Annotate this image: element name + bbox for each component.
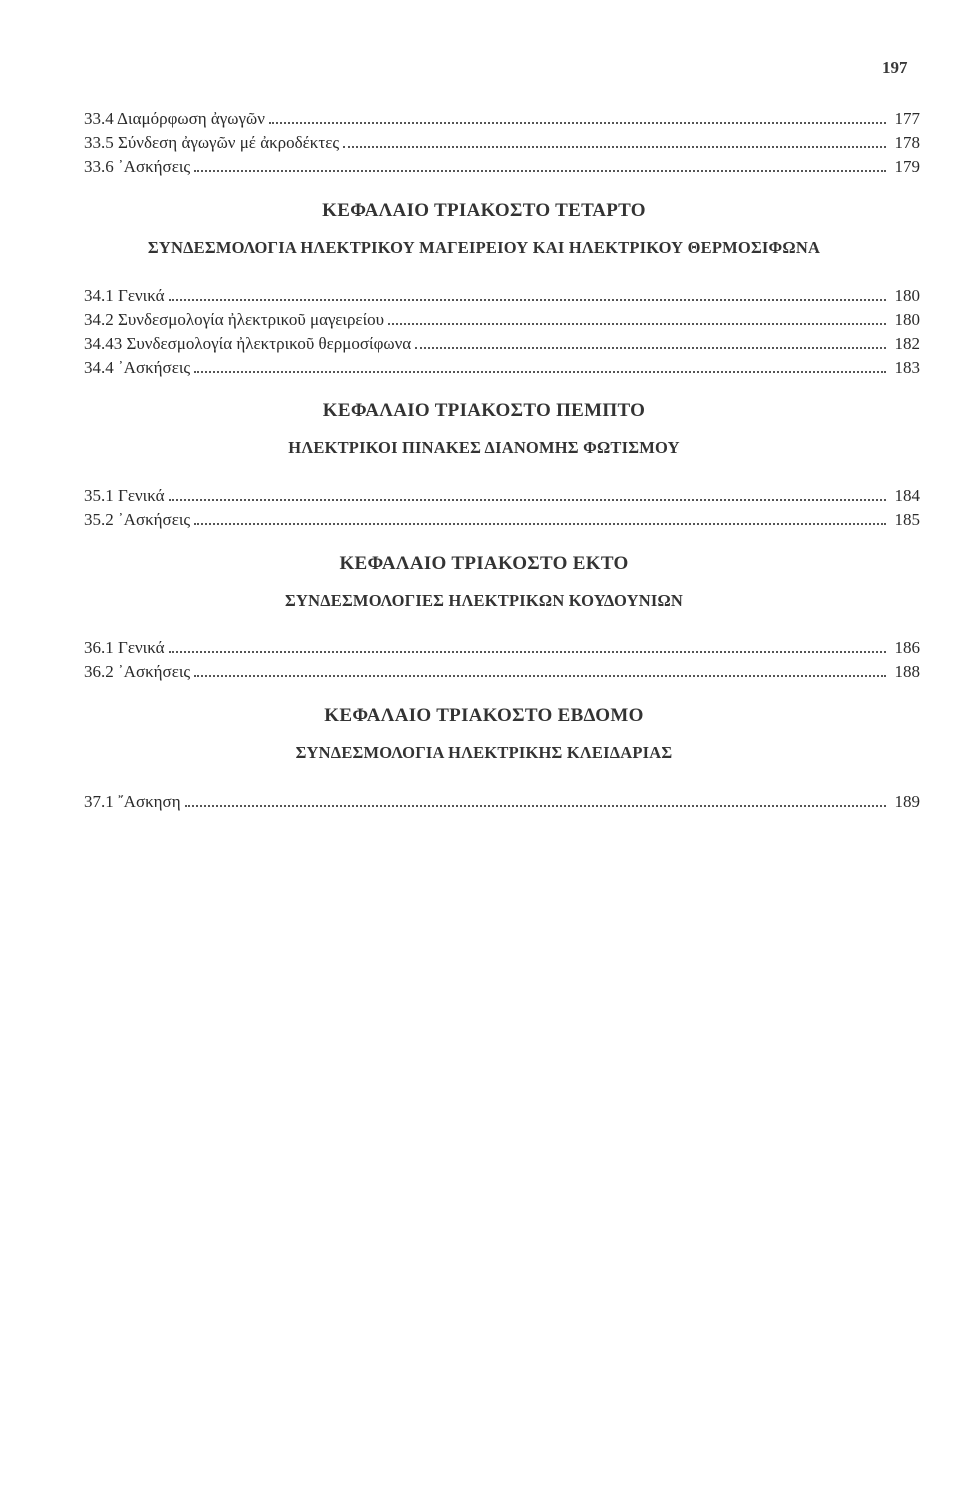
entry-label: 34.43 Συνδεσμολογία ἠλεκτρικοῦ θερμοσίφωνα (84, 334, 412, 353)
entry-page-number: 178 (894, 133, 920, 152)
entry-page-number: 185 (894, 510, 920, 529)
toc-entry[interactable] (84, 284, 920, 308)
entry-label: 33.5 Σύνδεση ἀγωγῶν μέ ἀκροδέκτες (84, 133, 340, 152)
toc-entry[interactable] (84, 484, 920, 508)
entry-page-number: 182 (894, 334, 920, 353)
entry-page-number: 189 (894, 792, 920, 811)
toc-entry[interactable] (84, 155, 920, 179)
entry-page-number: 183 (894, 358, 920, 377)
toc-entry[interactable] (84, 790, 920, 814)
entry-page-number: 186 (894, 638, 920, 657)
entry-label: 35.1 Γενικά (84, 486, 165, 505)
dot-leader (269, 122, 886, 124)
entry-page-number: 177 (894, 109, 920, 128)
toc-chapter-37 (84, 790, 920, 814)
dot-leader (194, 523, 886, 525)
toc-chapter-35 (84, 484, 920, 532)
toc-chapter-34 (84, 284, 920, 380)
toc-entry[interactable] (84, 308, 920, 332)
toc-entry[interactable] (84, 508, 920, 532)
dot-leader (169, 299, 886, 301)
entry-label: 34.4 ᾽Ασκήσεις (84, 358, 191, 377)
dot-leader (343, 146, 886, 148)
dot-leader (185, 805, 886, 807)
dot-leader (169, 651, 886, 653)
entry-label: 33.4 Διαμόρφωση ἀγωγῶν (84, 109, 265, 128)
toc-entry[interactable] (84, 660, 920, 684)
toc-entry[interactable] (84, 356, 920, 380)
toc-chapter-36 (84, 636, 920, 684)
dot-leader (194, 371, 886, 373)
entry-page-number: 184 (894, 486, 920, 505)
toc-entry[interactable] (84, 636, 920, 660)
dot-leader (388, 323, 886, 325)
chapter-subtitle: ΣΥΝΔΕΣΜΟΛΟΓΙΕΣ ΗΛΕΚΤΡΙΚΩΝ ΚΟΥΔΟΥΝΙΩΝ (284, 591, 684, 610)
entry-label: 34.2 Συνδεσμολογία ἠλεκτρικοῦ μαγειρείου (84, 310, 385, 329)
entry-label: 37.1 ῎Ασκηση (84, 792, 181, 811)
chapter-heading: ΚΕΦΑΛΑΙΟ ΤΡΙΑΚΟΣΤΟ ΤΕΤΑΡΤΟ (322, 200, 646, 221)
dot-leader (169, 499, 886, 501)
toc-section-33 (84, 107, 920, 179)
dot-leader (194, 170, 886, 172)
entry-page-number: 188 (894, 662, 920, 681)
entry-page-number: 180 (894, 286, 920, 305)
dot-leader (194, 675, 886, 677)
chapter-heading: ΚΕΦΑΛΑΙΟ ΤΡΙΑΚΟΣΤΟ ΕΚΤΟ (339, 553, 629, 574)
entry-label: 33.6 ᾽Ασκήσεις (84, 157, 191, 176)
toc-entry[interactable] (84, 131, 920, 155)
toc-entry[interactable] (84, 332, 920, 356)
chapter-subtitle: ΣΥΝΔΕΣΜΟΛΟΓΙΑ ΗΛΕΚΤΡΙΚΗΣ ΚΛΕΙΔΑΡΙΑΣ (295, 743, 673, 762)
chapter-heading: ΚΕΦΑΛΑΙΟ ΤΡΙΑΚΟΣΤΟ ΕΒΔΟΜΟ (324, 705, 644, 726)
toc-entry[interactable] (84, 107, 920, 131)
chapter-subtitle: ΣΥΝΔΕΣΜΟΛΟΓΙΑ ΗΛΕΚΤΡΙΚΟΥ ΜΑΓΕΙΡΕΙΟΥ ΚΑΙ ΗΛΕΚΤΡΙΚΟΥ ΘΕΡΜΟΣΙΦΩΝΑ (147, 238, 821, 257)
entry-label: 34.1 Γενικά (84, 286, 165, 305)
dot-leader (415, 347, 886, 349)
entry-label: 35.2 ᾽Ασκήσεις (84, 510, 191, 529)
entry-label: 36.2 ᾽Ασκήσεις (84, 662, 191, 681)
entry-page-number: 180 (894, 310, 920, 329)
chapter-subtitle: ΗΛΕΚΤΡΙΚΟΙ ΠΙΝΑΚΕΣ ΔΙΑΝΟΜΗΣ ΦΩΤΙΣΜΟΥ (288, 438, 680, 457)
entry-label: 36.1 Γενικά (84, 638, 165, 657)
page-number: 197 (882, 58, 908, 77)
chapter-heading: ΚΕΦΑΛΑΙΟ ΤΡΙΑΚΟΣΤΟ ΠΕΜΠΤΟ (322, 400, 646, 421)
entry-page-number: 179 (894, 157, 920, 176)
